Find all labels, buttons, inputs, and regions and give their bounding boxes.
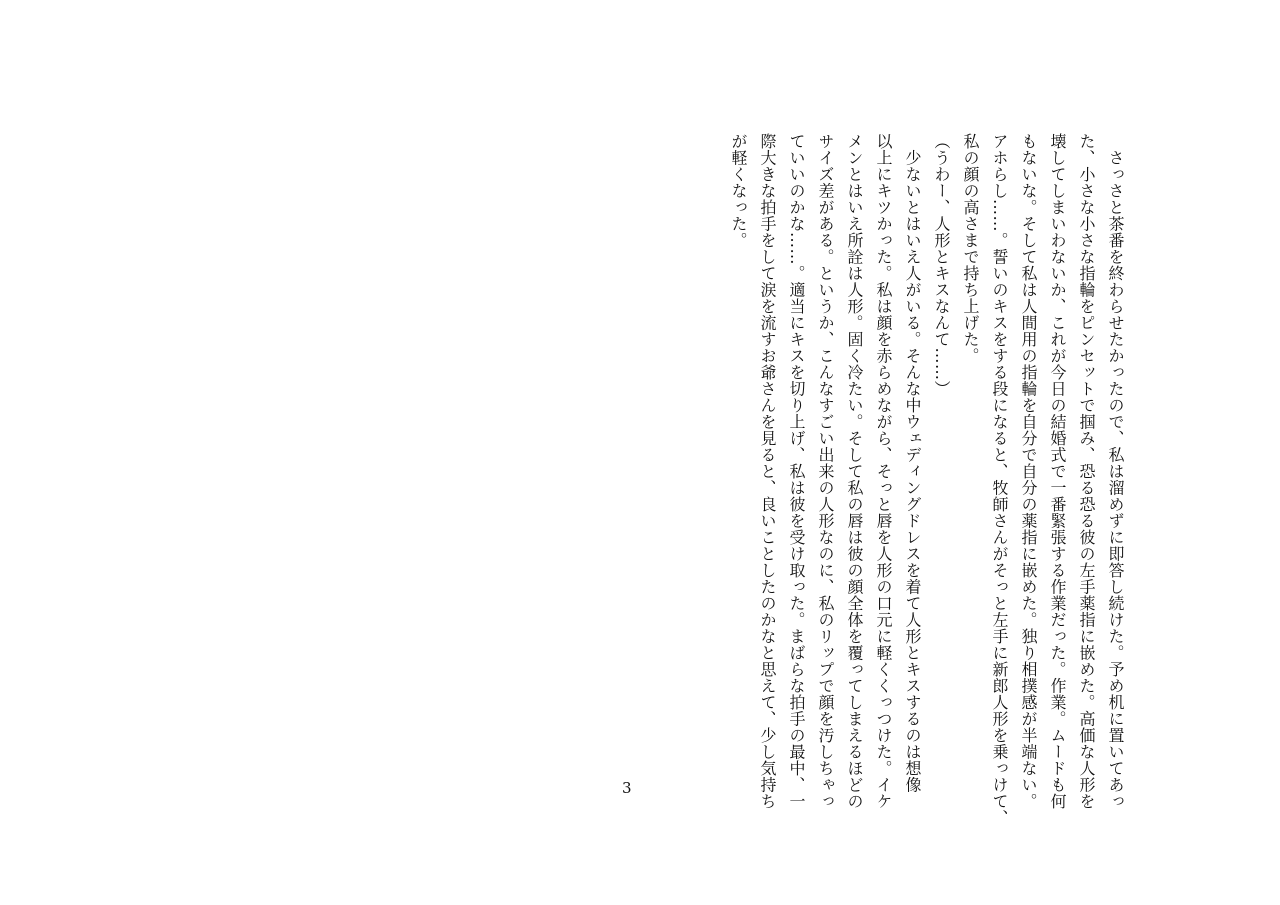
text-line: 壊してしまいわないか、これが今日の結婚式で一番緊張する作業だった。作業。ムードも何	[1048, 133, 1067, 810]
text-line: サイズ差がある。というか、こんなすごい出来の人形なのに、私のリップで顔を汚しちゃっ	[816, 133, 835, 810]
vertical-body-text	[724, 133, 1130, 826]
text-line: さっさと茶番を終わらせたかったので、私は溜めずに即答し続けた。予め机に置いてあっ	[1106, 133, 1125, 810]
text-line: ていいのかな……。適当にキスを切り上げ、私は彼を受け取った。まばらな拍手の最中、一	[787, 133, 806, 810]
text-line: （うわー、人形とキスなんて……）	[932, 133, 951, 397]
page-number: 3	[622, 779, 632, 797]
text-line: もないな。そして私は人間用の指輪を自分で自分の薬指に嵌めた。独り相撲感が半端ない。	[1019, 133, 1038, 810]
text-line: アホらし……。誓いのキスをする段になると、牧師さんがそっと左手に新郎人形を乗っけて、	[990, 133, 1009, 826]
text-line: が軽くなった。	[729, 133, 748, 249]
text-line: 少ないとはいえ人がいる。そんな中ウェディングドレスを着て人形とキスするのは想像	[903, 133, 922, 793]
text-line: 際大きな拍手をして涙を流すお爺さんを見ると、良いことしたのかなと思えて、少し気持ち	[758, 133, 777, 810]
text-line: た、小さな小さな指輪をピンセットで掴み、恐る恐る彼の左手薬指に嵌めた。高価な人形を	[1077, 133, 1096, 810]
text-line: 以上にキツかった。私は顔を赤らめながら、そっと唇を人形の口元に軽くくっつけた。イケ	[874, 133, 893, 810]
text-line: 私の顔の高さまで持ち上げた。	[961, 133, 980, 364]
text-line: メンとはいえ所詮は人形。固く冷たい。そして私の唇は彼の顔全体を覆ってしまえるほどの	[845, 133, 864, 810]
